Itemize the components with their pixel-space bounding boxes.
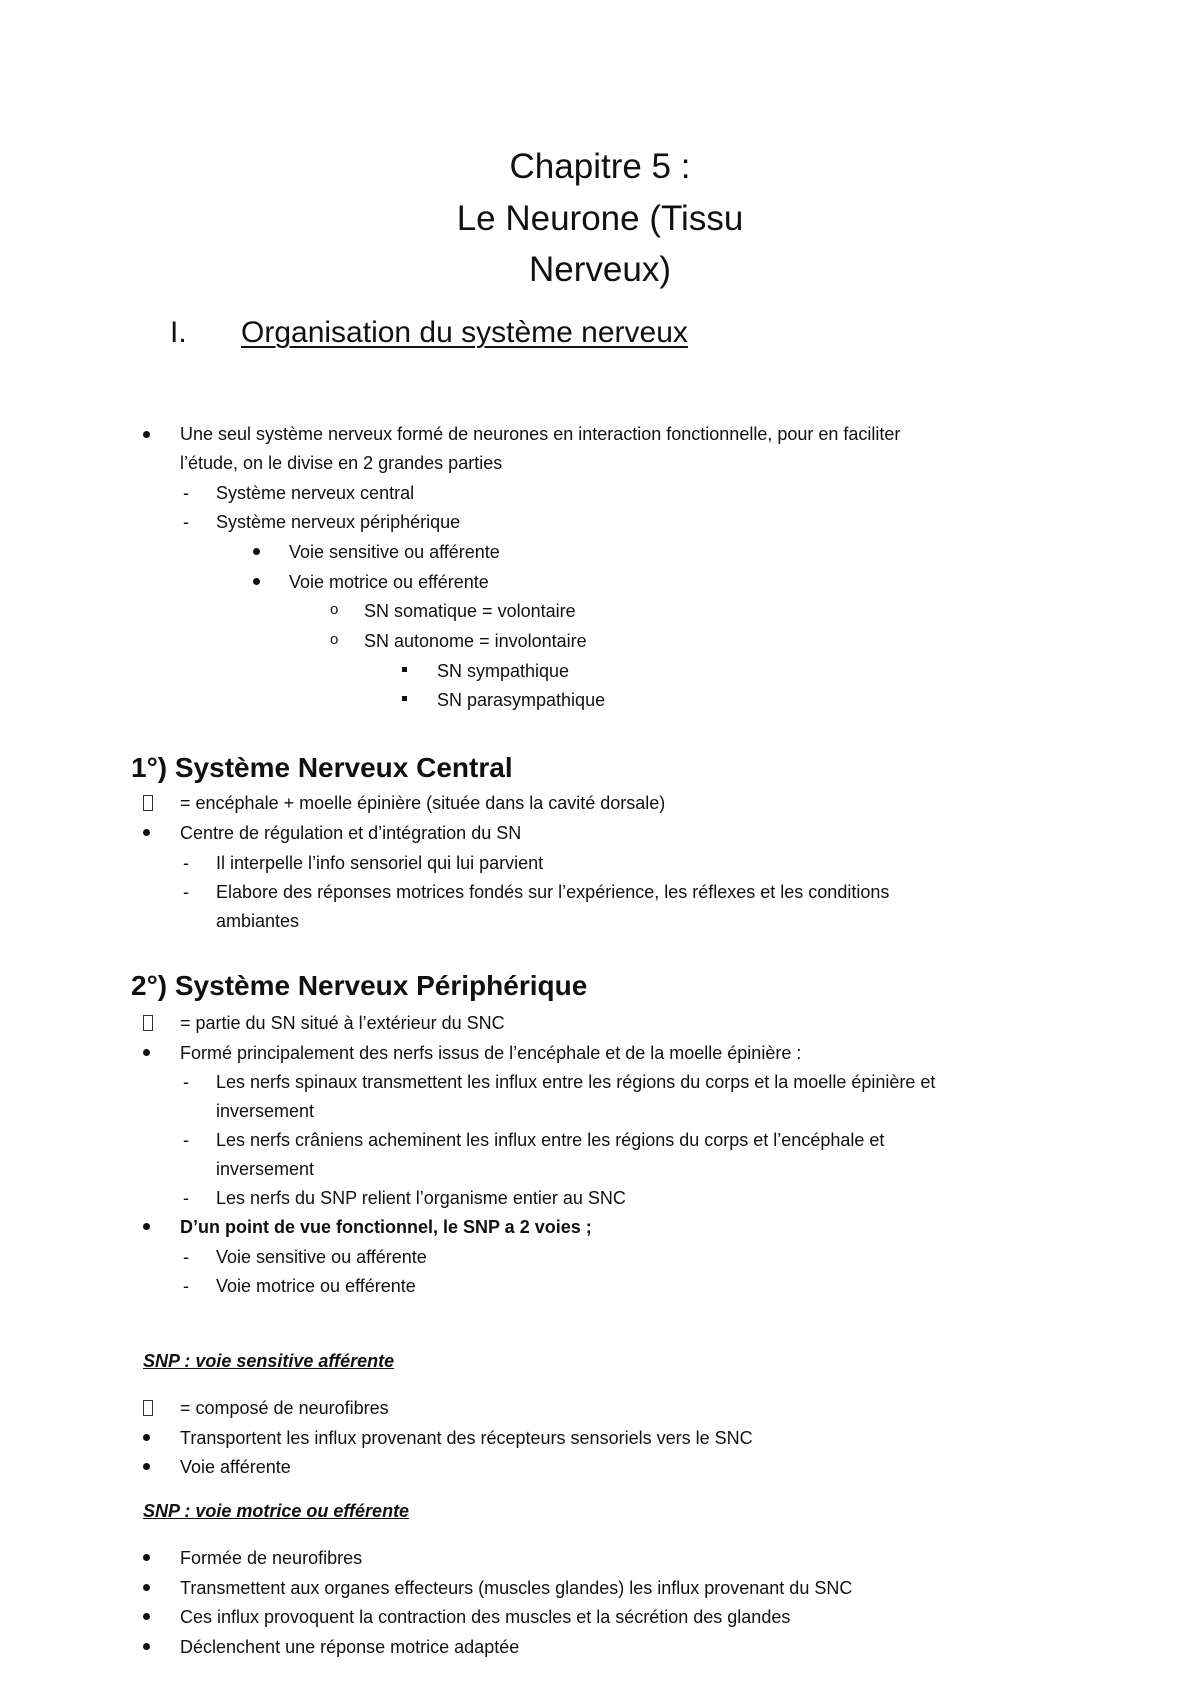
dash-marker: - [183,1072,189,1092]
square-bullet-icon [402,667,407,672]
list-item: = composé de neurofibres [180,1398,389,1418]
intro-line1: Une seul système nerveux formé de neurones en interaction fonctionnelle, pour en faciliter [180,424,901,444]
section-numeral: I. [170,316,187,349]
bullet-icon [143,1613,150,1620]
list-item: Elabore des réponses motrices fondés sur l’expérience, les réflexes et les conditions [216,882,890,902]
list-item: Les nerfs crâniens acheminent les influx entre les régions du corps et l’encéphale et [216,1130,885,1150]
chapter-subtitle-line1: Le Neurone (Tissu [456,199,744,238]
bullet-icon [143,1463,150,1470]
dash-marker: - [183,483,189,503]
section-heading: Organisation du système nerveux [241,316,688,349]
ring-marker: o [330,631,339,648]
list-item: Système nerveux central [216,483,415,503]
dash-marker: - [183,512,189,532]
ring-marker: o [330,601,339,618]
list-item: Voie motrice ou efférente [216,1276,416,1296]
list-item-bold: D’un point de vue fonctionnel, le SNP a 2 voies ; [180,1217,592,1237]
list-item-continuation: inversement [216,1159,315,1179]
bullet-icon [253,548,260,555]
dash-marker: - [183,1276,189,1296]
dash-marker: - [183,882,189,902]
list-item: Système nerveux périphérique [216,512,461,532]
list-item: Voie sensitive ou afférente [216,1247,427,1267]
chapter-title: Chapitre 5 : [509,147,691,186]
list-item-continuation: inversement [216,1101,315,1121]
list-item-continuation: ambiantes [216,911,300,931]
bullet-icon [253,578,260,585]
bullet-icon [143,1554,150,1561]
dash-marker: - [183,1130,189,1150]
list-item: Il interpelle l’info sensoriel qui lui parvient [216,853,544,873]
list-item: Transmettent aux organes effecteurs (muscles glandes) les influx provenant du SNC [180,1578,853,1598]
square-bullet-icon [402,696,407,701]
list-item: Ces influx provoquent la contraction des muscles et la sécrétion des glandes [180,1607,791,1627]
list-item: Voie sensitive ou afférente [289,542,500,562]
list-item: Transportent les influx provenant des récepteurs sensoriels vers le SNC [180,1428,753,1448]
list-item: SN parasympathique [437,690,606,710]
bullet-icon [143,1643,150,1650]
bullet-icon [143,1584,150,1591]
bullet-icon [143,829,150,836]
list-item: = partie du SN situé à l’extérieur du SNC [180,1013,505,1033]
dash-marker: - [183,1247,189,1267]
intro-line2: l’étude, on le divise en 2 grandes parties [180,453,503,473]
chapter-subtitle-line2: Nerveux) [529,250,671,289]
efferente-heading: SNP : voie motrice ou efférente [143,1501,410,1521]
list-item: Centre de régulation et d’intégration du SN [180,823,522,843]
dash-marker: - [183,853,189,873]
dash-marker: - [183,1188,189,1208]
list-item: Les nerfs spinaux transmettent les influx entre les régions du corps et la moelle épinière et [216,1072,936,1092]
list-item: SN sympathique [437,661,570,681]
list-item: Voie afférente [180,1457,291,1477]
arrow-icon [143,1400,153,1416]
bullet-icon [143,431,150,438]
list-item: SN autonome = involontaire [364,631,587,651]
arrow-icon [143,1015,153,1031]
snc-heading: 1°) Système Nerveux Central [131,752,513,783]
afferente-heading: SNP : voie sensitive afférente [143,1351,395,1371]
snp-heading: 2°) Système Nerveux Périphérique [131,970,588,1001]
bullet-icon [143,1223,150,1230]
bullet-icon [143,1049,150,1056]
list-item: Déclenchent une réponse motrice adaptée [180,1637,520,1657]
list-item: Voie motrice ou efférente [289,572,489,592]
list-item: Formé principalement des nerfs issus de l’encéphale et de la moelle épinière : [180,1043,802,1063]
list-item: = encéphale + moelle épinière (située dans la cavité dorsale) [180,793,666,813]
bullet-icon [143,1434,150,1441]
list-item: SN somatique = volontaire [364,601,576,621]
list-item: Les nerfs du SNP relient l’organisme entier au SNC [216,1188,626,1208]
arrow-icon [143,795,153,811]
list-item: Formée de neurofibres [180,1548,363,1568]
